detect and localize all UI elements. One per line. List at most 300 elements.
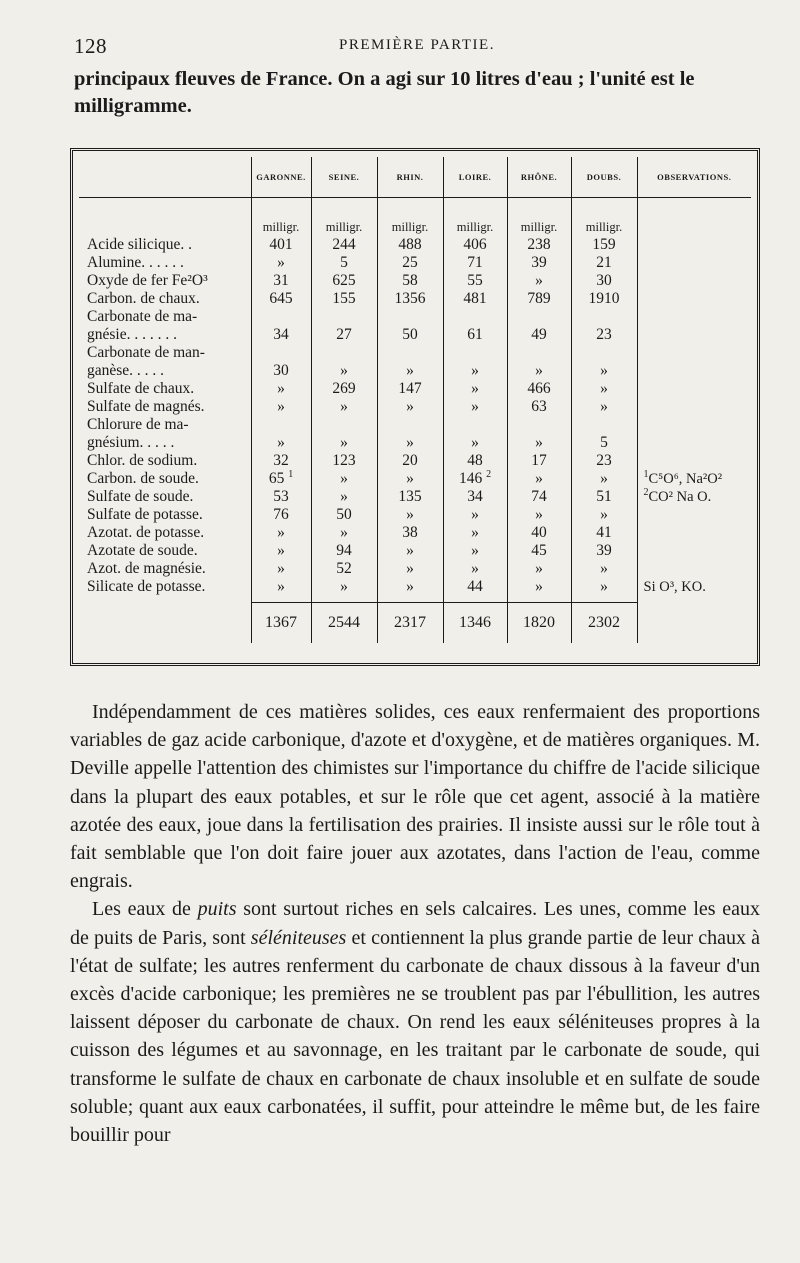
column-header: RHIN. — [377, 157, 443, 198]
text-run: Les eaux de — [92, 898, 198, 921]
value-cell — [507, 254, 571, 272]
value-cell — [443, 362, 507, 380]
value-text: » — [406, 578, 414, 595]
value-cell — [507, 290, 571, 308]
row-label: gnésie. . . . . . . — [87, 326, 177, 343]
observation-cell — [637, 326, 751, 344]
column-header: LOIRE. — [443, 157, 507, 198]
value-cell — [507, 236, 571, 254]
value-text: 17 — [531, 452, 547, 469]
value-cell — [311, 308, 377, 326]
value-cell — [571, 290, 637, 308]
value-cell — [507, 488, 571, 506]
value-cell — [311, 236, 377, 254]
value-cell — [311, 416, 377, 434]
value-cell — [443, 326, 507, 344]
observation-cell — [637, 272, 751, 290]
value-text: 58 — [402, 272, 418, 289]
value-text: » — [535, 470, 543, 487]
value-text: » — [277, 380, 285, 397]
value-text: 40 — [531, 524, 547, 541]
observation-cell — [637, 254, 751, 272]
value-text: 65 — [268, 470, 285, 487]
value-cell — [507, 560, 571, 578]
value-cell — [377, 254, 443, 272]
value-text: 401 — [269, 236, 293, 253]
value-text: 1910 — [588, 290, 620, 307]
units-row — [79, 198, 751, 237]
value-text: 30 — [596, 272, 612, 289]
value-cell — [443, 380, 507, 398]
value-cell — [311, 578, 377, 596]
value-text: 38 — [402, 524, 418, 541]
table-row — [79, 326, 751, 344]
value-cell — [507, 398, 571, 416]
value-cell — [311, 398, 377, 416]
intro-text: principaux fleuves de France. On a agi sur 10 litres d'eau ; l'unité est le milligramme. — [74, 68, 695, 117]
value-cell — [507, 542, 571, 560]
value-text: 406 — [463, 236, 487, 253]
page-number: 128 — [74, 34, 107, 58]
value-cell — [377, 344, 443, 362]
value-cell — [377, 416, 443, 434]
row-label: Carbonate de ma- — [87, 308, 198, 325]
value-cell — [443, 434, 507, 452]
row-label: Sulfate de magnés. — [87, 398, 205, 415]
value-text: » — [340, 578, 348, 595]
value-text: 155 — [332, 290, 356, 307]
value-text: » — [277, 560, 285, 577]
value-cell — [507, 326, 571, 344]
value-cell — [443, 272, 507, 290]
value-cell — [311, 452, 377, 470]
value-text: 50 — [336, 506, 352, 523]
table-row — [79, 434, 751, 452]
total-cell: 1367 — [251, 603, 311, 644]
value-cell — [377, 452, 443, 470]
value-cell — [251, 326, 311, 344]
value-cell — [571, 416, 637, 434]
value-cell — [571, 506, 637, 524]
row-label: ganèse. . . . . — [87, 362, 165, 379]
observation-cell — [637, 488, 751, 506]
value-cell — [251, 272, 311, 290]
value-cell — [311, 524, 377, 542]
total-cell: 2317 — [377, 603, 443, 644]
value-cell — [311, 344, 377, 362]
unit-cell: milligr. — [571, 198, 637, 237]
value-text: 25 — [402, 254, 418, 271]
observation-cell — [637, 470, 751, 488]
value-text: 481 — [463, 290, 487, 307]
totals-row — [79, 603, 751, 644]
table-row — [79, 506, 751, 524]
value-text: 31 — [273, 272, 289, 289]
value-cell — [377, 380, 443, 398]
paragraph — [70, 895, 760, 1149]
value-text: 94 — [336, 542, 352, 559]
unit-cell: milligr. — [251, 198, 311, 237]
table-row — [79, 290, 751, 308]
obs-cell — [637, 603, 751, 644]
body-text — [70, 698, 760, 1149]
table-row — [79, 452, 751, 470]
table-row — [79, 236, 751, 254]
value-cell — [443, 470, 507, 488]
table-row — [79, 272, 751, 290]
row-label: gnésium. . . . . — [87, 434, 175, 451]
observation-text: C⁵O⁶, Na²O² — [648, 471, 723, 487]
value-cell — [377, 560, 443, 578]
value-cell — [251, 560, 311, 578]
value-cell — [571, 380, 637, 398]
value-cell — [443, 452, 507, 470]
row-label: Silicate de potasse. — [87, 578, 206, 595]
value-cell — [443, 416, 507, 434]
text-run: et contiennent la plus grande partie de leur chaux à l'état de sulfate; les autres renferment du carbonate de chaux dissous à la faveur d'un excès d'acide carbonique; les premières ne se troublent pas par l'ébullition, les autres laissent déposer du carbonate de chaux. On rend les eaux séléniteuses propres à la cuisson des légumes et au savonnage, en les traitant par le carbonate de soude, qui transforme le sulfate de chaux en carbonate de chaux insoluble et en sulfate de soude soluble; quant aux eaux carbonatées, il suffit, pour atteindre le même but, de les faire bouillir pour — [70, 926, 760, 1147]
value-cell — [571, 272, 637, 290]
value-cell — [443, 308, 507, 326]
value-cell — [571, 578, 637, 596]
table-row — [79, 344, 751, 362]
value-text: » — [600, 470, 608, 487]
value-text: » — [277, 254, 285, 271]
value-text: 55 — [467, 272, 483, 289]
row-label: Sulfate de potasse. — [87, 506, 203, 523]
value-text: » — [277, 398, 285, 415]
row-label: Alumine. . . . . . — [87, 254, 184, 271]
value-cell — [507, 434, 571, 452]
value-cell — [571, 560, 637, 578]
value-cell — [443, 254, 507, 272]
value-text: » — [406, 398, 414, 415]
value-cell — [311, 488, 377, 506]
row-label: Carbonate de man- — [87, 344, 205, 361]
value-text: » — [406, 560, 414, 577]
value-cell — [507, 470, 571, 488]
observation-cell — [637, 380, 751, 398]
value-text: » — [340, 470, 348, 487]
value-cell — [311, 470, 377, 488]
value-text: 789 — [527, 290, 551, 307]
table-row — [79, 416, 751, 434]
value-cell — [251, 488, 311, 506]
value-cell — [251, 380, 311, 398]
value-cell — [377, 236, 443, 254]
value-cell — [377, 272, 443, 290]
value-text: 21 — [596, 254, 612, 271]
value-cell — [251, 398, 311, 416]
observation-cell — [637, 236, 751, 254]
value-text: » — [600, 560, 608, 577]
value-text: 44 — [467, 578, 483, 595]
observation-cell — [637, 506, 751, 524]
value-cell — [443, 344, 507, 362]
value-text: » — [471, 398, 479, 415]
value-text: » — [471, 362, 479, 379]
value-text: 51 — [596, 488, 612, 505]
value-text: » — [406, 470, 414, 487]
value-text: 488 — [398, 236, 422, 253]
value-cell — [377, 326, 443, 344]
value-cell — [377, 470, 443, 488]
value-text: » — [600, 578, 608, 595]
value-cell — [443, 578, 507, 596]
italic-term: puits — [197, 898, 237, 921]
column-header: DOUBS. — [571, 157, 637, 198]
value-cell — [443, 236, 507, 254]
value-text: » — [277, 578, 285, 595]
value-text: 74 — [531, 488, 547, 505]
value-text: » — [277, 524, 285, 541]
observation-cell — [637, 560, 751, 578]
value-cell — [443, 506, 507, 524]
observation-cell — [637, 434, 751, 452]
value-text: 238 — [527, 236, 551, 253]
value-text: » — [406, 506, 414, 523]
value-cell — [507, 416, 571, 434]
table-body — [79, 198, 751, 644]
observation-cell — [637, 542, 751, 560]
row-label: Azotate de soude. — [87, 542, 198, 559]
total-cell: 1820 — [507, 603, 571, 644]
value-cell — [571, 236, 637, 254]
value-text: » — [406, 362, 414, 379]
value-cell — [251, 416, 311, 434]
value-text: 23 — [596, 452, 612, 469]
value-text: » — [406, 434, 414, 451]
value-cell — [507, 452, 571, 470]
value-text: 61 — [467, 326, 483, 343]
water-analysis-table-frame — [70, 148, 760, 666]
value-text: 625 — [332, 272, 356, 289]
value-text: 48 — [467, 452, 483, 469]
value-text: 52 — [336, 560, 352, 577]
text-run: sont surtout riches en sels calcaires. Les unes, comme les eaux de puits de Paris, sont — [70, 898, 760, 949]
unit-cell: milligr. — [377, 198, 443, 237]
value-cell — [251, 236, 311, 254]
table-row — [79, 488, 751, 506]
value-cell — [311, 362, 377, 380]
value-cell — [571, 326, 637, 344]
value-text: 50 — [402, 326, 418, 343]
value-text: » — [600, 506, 608, 523]
value-cell — [311, 434, 377, 452]
row-label: Sulfate de soude. — [87, 488, 194, 505]
value-cell — [311, 290, 377, 308]
value-cell — [443, 290, 507, 308]
value-text: 123 — [332, 452, 356, 469]
value-cell — [571, 542, 637, 560]
value-cell — [311, 254, 377, 272]
column-header: OBSERVATIONS. — [637, 157, 751, 198]
value-text: » — [340, 488, 348, 505]
row-label: Carbon. de chaux. — [87, 290, 200, 307]
value-text: 5 — [340, 254, 348, 271]
observation-cell — [637, 362, 751, 380]
value-text: » — [535, 560, 543, 577]
observation-cell — [637, 290, 751, 308]
value-cell — [377, 506, 443, 524]
table-header-row — [79, 157, 751, 198]
footnote-marker: 1 — [288, 468, 294, 480]
value-text: 53 — [273, 488, 289, 505]
observation-cell — [637, 416, 751, 434]
observation-cell — [637, 398, 751, 416]
value-cell — [377, 524, 443, 542]
observation-cell — [637, 524, 751, 542]
label-column-header — [79, 157, 251, 198]
value-cell — [251, 452, 311, 470]
value-text: » — [535, 362, 543, 379]
value-text: 244 — [332, 236, 356, 253]
obs-cell — [637, 198, 751, 237]
value-cell — [251, 308, 311, 326]
value-cell — [377, 362, 443, 380]
value-text: » — [406, 542, 414, 559]
value-cell — [311, 542, 377, 560]
value-cell — [251, 362, 311, 380]
table-row — [79, 542, 751, 560]
italic-term: séléniteuses — [250, 926, 347, 949]
value-text: » — [277, 434, 285, 451]
value-text: » — [277, 542, 285, 559]
row-label: Azotat. de potasse. — [87, 524, 205, 541]
value-cell — [507, 308, 571, 326]
value-text: » — [471, 542, 479, 559]
unit-cell: milligr. — [443, 198, 507, 237]
value-text: 159 — [592, 236, 616, 253]
value-text: 49 — [531, 326, 547, 343]
observation-text: Si O³, KO. — [643, 579, 706, 595]
value-text: 63 — [531, 398, 547, 415]
value-text: » — [600, 362, 608, 379]
footnote-marker: 2 — [643, 487, 649, 499]
value-text: » — [340, 362, 348, 379]
value-text: 41 — [596, 524, 612, 541]
value-cell — [507, 344, 571, 362]
value-text: 76 — [273, 506, 289, 523]
value-cell — [311, 506, 377, 524]
row-label: Sulfate de chaux. — [87, 380, 195, 397]
observation-text: CO² Na O. — [648, 489, 712, 505]
value-text: 147 — [398, 380, 422, 397]
footnote-marker: 1 — [643, 469, 649, 481]
column-header: SEINE. — [311, 157, 377, 198]
column-header: GARONNE. — [251, 157, 311, 198]
value-text: » — [471, 434, 479, 451]
row-label: Chlor. de sodium. — [87, 452, 198, 469]
table-row — [79, 470, 751, 488]
value-cell — [571, 488, 637, 506]
paragraph: Indépendamment de ces matières solides, ces eaux renfermaient des proportions variables de gaz acide carbonique, d'azote et d'oxygène, et de matières organiques. M. Deville appelle l'attention des chimistes sur l'importance du chiffre de l'acide silicique dans la plupart des eaux potables, et sur le rôle que cet agent, associé à la matière azotée des eaux, joue dans la fertilisation des prairies. Il insiste aussi sur le rôle tout à fait semblable que l'on doit faire jouer aux azotates, dans l'action de l'eau, comme engrais. — [70, 701, 760, 893]
table-row — [79, 308, 751, 326]
value-cell — [377, 398, 443, 416]
value-cell — [377, 434, 443, 452]
value-cell — [571, 470, 637, 488]
value-cell — [443, 560, 507, 578]
value-text: 269 — [332, 380, 356, 397]
value-cell — [251, 344, 311, 362]
value-text: 23 — [596, 326, 612, 343]
value-cell — [251, 434, 311, 452]
table-row — [79, 398, 751, 416]
value-cell — [251, 290, 311, 308]
value-text: » — [535, 578, 543, 595]
table-row — [79, 380, 751, 398]
value-text: 34 — [467, 488, 483, 505]
value-text: 5 — [600, 434, 608, 451]
value-cell — [507, 380, 571, 398]
value-cell — [251, 254, 311, 272]
total-cell: 2302 — [571, 603, 637, 644]
unit-cell: milligr. — [311, 198, 377, 237]
value-text: » — [535, 272, 543, 289]
value-text: » — [471, 524, 479, 541]
value-cell — [507, 272, 571, 290]
label-cell — [79, 603, 251, 644]
value-cell — [251, 506, 311, 524]
value-cell — [571, 308, 637, 326]
value-cell — [251, 524, 311, 542]
value-text: » — [600, 380, 608, 397]
value-cell — [571, 344, 637, 362]
value-cell — [311, 380, 377, 398]
value-text: 135 — [398, 488, 422, 505]
observation-cell — [637, 452, 751, 470]
row-label: Azot. de magnésie. — [87, 560, 206, 577]
value-cell — [571, 434, 637, 452]
value-text: 45 — [531, 542, 547, 559]
unit-cell: milligr. — [507, 198, 571, 237]
table-row — [79, 254, 751, 272]
row-label: Carbon. de soude. — [87, 470, 199, 487]
row-label: Chlorure de ma- — [87, 416, 189, 433]
value-cell — [377, 488, 443, 506]
page-header — [74, 34, 760, 58]
value-cell — [251, 542, 311, 560]
value-text: » — [600, 398, 608, 415]
row-label: Acide silicique. . — [87, 236, 193, 253]
value-cell — [311, 272, 377, 290]
table-row — [79, 578, 751, 596]
value-cell — [311, 560, 377, 578]
value-text: 30 — [273, 362, 289, 379]
value-text: » — [340, 524, 348, 541]
total-cell: 2544 — [311, 603, 377, 644]
water-analysis-table — [79, 157, 751, 643]
value-cell — [251, 578, 311, 596]
value-cell — [571, 452, 637, 470]
value-text: 71 — [467, 254, 483, 271]
table-row — [79, 524, 751, 542]
value-cell — [571, 254, 637, 272]
value-text: » — [471, 560, 479, 577]
value-cell — [443, 488, 507, 506]
row-label: Oxyde de fer Fe²O³ — [87, 272, 208, 289]
value-text: » — [471, 506, 479, 523]
observation-cell — [637, 344, 751, 362]
observation-cell — [637, 308, 751, 326]
value-text: » — [340, 434, 348, 451]
value-cell — [377, 578, 443, 596]
value-cell — [571, 524, 637, 542]
value-cell — [311, 326, 377, 344]
value-cell — [443, 542, 507, 560]
value-text: 146 — [458, 470, 483, 487]
value-text: » — [340, 398, 348, 415]
value-text: 32 — [273, 452, 289, 469]
